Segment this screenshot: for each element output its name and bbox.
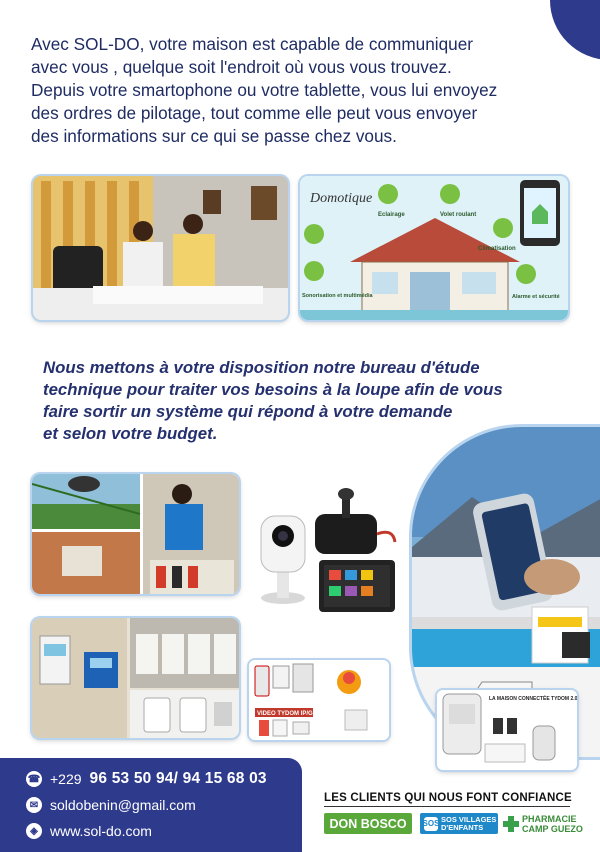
intro-line: Avec SOL-DO, votre maison est capable de communiquer — [31, 34, 473, 54]
pharma-line-2: CAMP GUEZO — [522, 824, 583, 834]
phone-row — [26, 766, 302, 792]
intro-line: des ordres de pilotage, tout comme elle peut vous envoyer — [31, 103, 478, 123]
phone-icon: ☎ — [26, 771, 42, 787]
offer-line: et selon votre budget. — [43, 424, 218, 443]
pharmacy-cross-icon — [503, 814, 519, 834]
alarm-kit-photo — [249, 660, 389, 740]
website-link[interactable]: www.sol-do.com — [50, 823, 152, 839]
email-icon: ✉ — [26, 797, 42, 813]
contact-panel — [0, 758, 302, 852]
intro-line: Depuis votre smartophone ou votre tablette, vous lui envoyez — [31, 80, 498, 100]
intro-paragraph — [31, 33, 551, 148]
email-link[interactable]: soldobenin@gmail.com — [50, 797, 196, 813]
office-photo — [33, 176, 288, 320]
offer-paragraph — [43, 357, 563, 445]
alarm-kit-label: VIDEO TYDOM IP/GSM — [257, 711, 322, 717]
phone-numbers[interactable]: 96 53 50 94/ 94 15 68 03 — [89, 770, 267, 787]
sos-mark-icon: SOS — [424, 817, 438, 831]
offer-line: faire sortir un système qui répond à votre demande — [43, 402, 453, 421]
pharmacie-label — [522, 814, 583, 834]
don-bosco-label: DON BOSCO — [329, 816, 407, 831]
don-bosco-logo — [324, 813, 412, 834]
offer-line: technique pour traiter vos besoins à la loupe afin de vous — [43, 380, 503, 399]
globe-icon: ◈ — [26, 823, 42, 839]
offer-line: Nous mettons à votre disposition notre bureau d'étude — [43, 358, 480, 377]
camera-control-products — [253, 488, 403, 616]
pharma-line-1: PHARMACIE — [522, 814, 577, 824]
label-volet: Volet roulant — [440, 212, 477, 218]
clients-title: LES CLIENTS QUI NOUS FONT CONFIANCE — [324, 792, 572, 804]
sos-line-1: SOS VILLAGES — [441, 814, 497, 824]
corner-decoration — [550, 0, 600, 60]
label-eclairage: Eclairage — [378, 212, 405, 218]
tydom-label: LA MAISON CONNECTÉE TYDOM 2.0 — [489, 696, 577, 702]
domotique-title: Domotique — [310, 191, 373, 206]
sos-villages-logo — [420, 813, 498, 834]
sos-villages-label — [441, 816, 496, 832]
label-sonorisation: Sonorisation et multimédia — [302, 293, 373, 299]
email-row — [26, 792, 302, 818]
label-alarme: Alarme et sécurité — [512, 294, 560, 300]
inverter-batteries-collage — [32, 618, 239, 738]
label-climatisation: Climatisation — [478, 246, 516, 252]
sos-line-2: D'ENFANTS — [441, 822, 484, 832]
intro-line: avec vous , quelque soit l'endroit où vous vous trouvez. — [31, 57, 452, 77]
phone-prefix: +229 — [50, 771, 82, 787]
clients-divider — [324, 806, 570, 807]
website-row — [26, 818, 302, 844]
domotique-illustration — [300, 176, 568, 320]
pharmacie-camp-guezo-logo — [503, 810, 595, 838]
tydom-connected-home-photo — [437, 690, 577, 770]
intro-line: des informations sur ce qui se passe chez vous. — [31, 126, 397, 146]
installation-photo-collage — [32, 474, 239, 594]
